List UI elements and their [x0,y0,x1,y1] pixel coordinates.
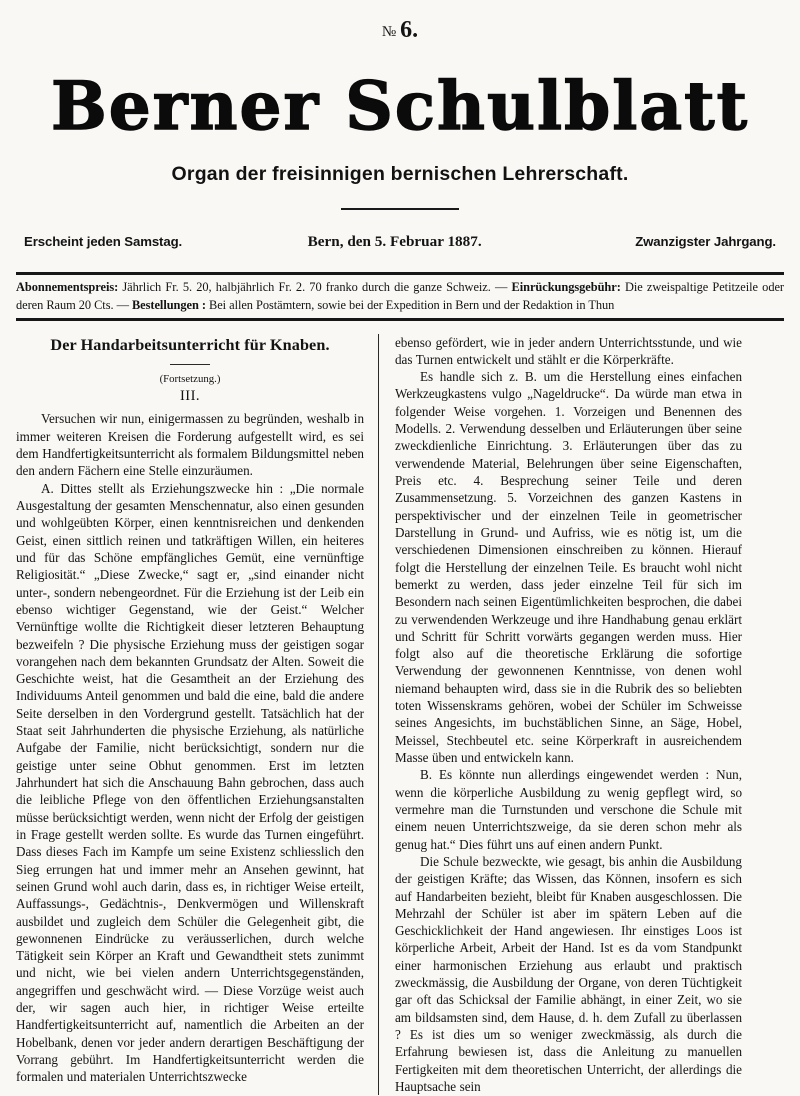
article-title-rule [170,364,210,366]
issue-number-line [16,0,784,42]
dateline-row [16,233,784,251]
paragraph: Die Schule bezweckte, wie gesagt, bis anhin die Ausbildung der geistigen Kräfte; das Wissen, das Können, insofern es sich auf Handarbeiten bezieht, bleibt für Knaben ausgeschlossen. Die Mehrzahl der Schüler ist aber im spätern Leben auf die Geschicklichkeit der Hand angewiesen. Ihr einstiges Loos ist körperliche Arbeit, Arbeit der Hand. Ist es da vom Standpunkt einer harmonischen Erziehung aus erlaubt und praktisch zweckmässig, die Ausbildung der Organe, von deren Tüchtigkeit gar oft das Schicksal der Familie abhängt, in einer Zeit, wo sie am bildsamsten sind, dem Hause, d. h. dem Zufall zu überlassen ? Es ist dies um so weniger zweckmässig, als durch die Erfahrung bewiesen ist, dass die Anleitung zu manuellen Fertigkeiten mit dem theoretischen Unterricht, der allerdings die Hauptsache sein [395,853,742,1094]
paragraph: Es handle sich z. B. um die Herstellung eines einfachen Werkzeugkastens vulgo „Nageldrucke“. Da würde man etwa in folgender Weise vorgehen. 1. Vorzeigen und Benennen des Modells. 2. Verwendung desselben und Erläuterungen über seine zweckdienliche Einrichtung. 3. Erläuterungen über das zu verwendende Material, Belehrungen über seine Eigenschaften, Preis etc. 4. Besprechung seiner Teile und deren Zusammensetzung. 5. Vorzeichnen des ganzen Kastens in perspektivischer und der einzelnen Teile in geometrischer Darstellung in Grund- und Aufriss, wie es nötig ist, um die verschiedenen Dimensionen einschreiben zu können. Hierauf folgt die Herstellung der einzelnen Teile. Es braucht wohl nicht bemerkt zu werden, dass jeder einzelne Teil für sich im Besondern nach seinen Eigentümlichkeiten besprochen, die dabei zu verwendenden Werkzeuge und ihre Handhabung genau erklärt und Schritt für Schritt vorwärts gegangen werden muss. Hier folgt also auf die theoretische Erklärung die sofortige Verwendung der gewonnenen Kenntnisse, von denen wohl niemand behaupten wird, dass sie in die Rubrik des so beliebten toten Wissenskrams gehören, wobei der Schüler im Schweisse seines Angesichts, im buchstäblichen Sinne, an Säge, Hobel, Meissel, Stechbeutel etc. seine Körperkraft in ausreichendem Masse üben und entwickeln kann. [395,369,742,766]
right-column [378,334,742,1096]
masthead-divider-rule [341,208,459,210]
subscription-price-label: Abonnementspreis: [16,280,119,295]
publication-frequency: Erscheint jeden Samstag. [24,234,183,250]
paragraph: A. Dittes stellt als Erziehungszwecke hin : „Die normale Ausgestaltung der gesamten Menschennatur, also einen gesunden und wohlgeübten Körper, einen kenntnisreichen und denkenden Geist, einen sittlich reinen und tatkräftigen Willen, ein heiteres und für das Schöne empfängliches Gemüt, eine vernünftige Religiosität.“ „Diese Zwecke,“ sagt er, „sind einander nicht unter-, sondern nebengeordnet. Für die Erziehung ist der Leib ein ebenso wichtiger Gegenstand, wie der Geist.“ Welcher Vernünftige wollte die Richtigkeit dieser letzteren Behauptung bezweifeln ? Die physische Erziehung muss der geistigen sogar vorangehen nach dem bekannten Grundsatz der Alten. Soweit die Geschichte weist, hat die Gesamtheit an der Erziehung des Individuums Anteil genommen und bald die eine, bald die andere Seite derselben in den Vordergrund gestellt. Tatsächlich hat der Staat seit Jahrhunderten die physische Erziehung, als natürliche Aufgabe der Familie, nicht berücksichtigt, sondern nur die geistige unter seine Obhut genommen. Erst im letzten Jahrhundert hat sich die Anschauung Bahn gebrochen, dass auch die leibliche Pflege von den öffentlichen Erziehungsanstalten müsse berücksichtigt werden, wenn nicht der Erfolg der geistigen in Frage gestellt werden sollte. Es wurde das Turnen eingeführt. Dass dieses Fach im Kampfe um seine Existenz schliesslich den Sieg errungen hat und immer mehr an Ansehen gewinnt, hat seinen Grund wohl auch darin, dass es, in richtiger Weise erteilt, Auffassungs-, Gedächtnis-, Denkvermögen und Willenskraft ausbildet und zugleich dem Schüler die Gelegenheit gibt, die gewonnenen Eindrücke zu veräusserlichen, durch welche Tätigkeit sein Körper an Kraft und Gewandtheit stets zunimmt und nicht, wie bei vielen andern Unterrichtsgegenständen, angegriffen und geschwächt wird. — Diese Vorzüge weist auch der, wir sagen auch hier, in richtiger Weise erteilte Handfertigkeitsunterricht auf, namentlich die Arbeiten an der Hobelbank, denen vor jeder andern derartigen Beschäftigung der Vorrang gebührt. Im Handfertigkeitsunterricht werden die formalen und materialen Unterrichtszwecke [16,480,364,1085]
paragraph: Versuchen wir nun, einigermassen zu begründen, weshalb in immer weiteren Kreisen die Forderung aufgestellt wird, es sei dem Handfertigkeitsunterricht als formalem Bildungsmittel neben den andern Fächern eine Stelle einzuräumen. [16,411,364,479]
article-columns [16,334,784,1096]
issue-number: 6. [400,17,419,43]
newspaper-subtitle: Organ der freisinnigen bernischen Lehrerschaft. [171,163,629,186]
paragraph: B. Es könnte nun allerdings eingewendet werden : Nun, wenn die körperliche Ausbildung zu wenig gepflegt wird, so vermehre man die Turnstunden und verschone die Schule mit einem neuen Unterrichtszweige, da sie deren schon mehr als genug hat.“ Dies führt uns auf einen andern Punkt. [395,767,742,852]
section-number: III. [179,388,201,405]
left-column [16,334,378,1096]
publication-place-date: Bern, den 5. Februar 1887. [307,233,482,251]
orders-label: Bestellungen : [131,297,206,312]
article-title: Der Handarbeitsunterricht für Knaben. [50,335,330,354]
numero-sign-icon: № [381,24,398,40]
subscription-price-value: Jährlich Fr. 5. 20, halbjährlich Fr. 2. 70 franko durch die ganze Schweiz. — [118,280,512,295]
orders-value: Bei allen Postämtern, sowie bei der Expedition in Bern und der Redaktion in Thun [205,297,615,312]
insertion-fee-label: Einrückungsgebühr: [511,280,621,295]
volume-year: Zwanzigster Jahrgang. [635,234,776,250]
continuation-note: (Fortsetzung.) [159,373,221,386]
insertion-fee-value: Die zweispaltige Petitzeile oder deren Raum 20 Cts. — [16,280,784,312]
newspaper-title: Berner Schulblatt [50,67,750,145]
subscription-terms-text [16,279,784,314]
paragraph: ebenso gefördert, wie in jeder andern Unterrichtsstunde, und wie das Turnen entwickelt und stählt er die Körperkräfte. [395,334,742,367]
subscription-price-box [16,272,784,320]
